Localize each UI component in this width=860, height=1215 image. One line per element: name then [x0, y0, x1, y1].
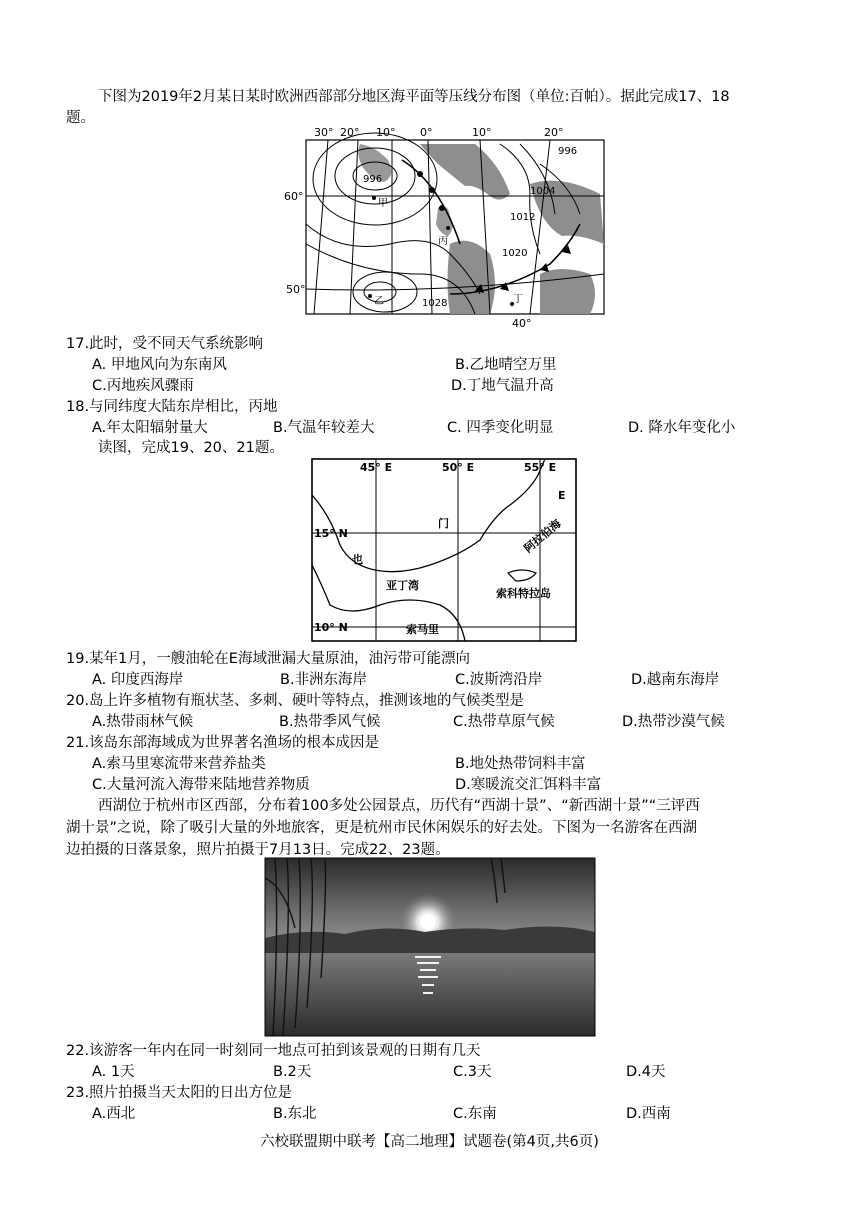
place-jia: 甲	[378, 198, 388, 209]
sun	[420, 914, 436, 930]
isobar-label: 1028	[422, 298, 448, 309]
q18-option-b: B.气温年较差大	[273, 420, 375, 436]
q22-stem: 22.该游客一年内在同一时刻同一地点可拍到该景观的日期有几天	[66, 1043, 481, 1059]
isobar-label: 1004	[530, 186, 556, 197]
place-ding: 丁	[513, 294, 523, 305]
intro3-line-3: 边拍摄的日落景象，照片拍摄于7月13日。完成22、23题。	[66, 842, 450, 858]
q21-option-c: C.大量河流入海带来陆地营养物质	[92, 777, 310, 793]
lon-label: 20°	[340, 126, 360, 139]
q19-option-b: B.非洲东海岸	[280, 672, 368, 688]
q23-option-c: C.东南	[453, 1106, 497, 1122]
q20-option-a: A.热带雨林气候	[92, 714, 194, 730]
q20-option-b: B.热带季风气候	[279, 714, 381, 730]
q21-option-b: B.地处热带饲料丰富	[455, 756, 586, 772]
intro3-line-2: 湖十景”之说，除了吸引大量的外地旅客，更是杭州市民休闲娱乐的好去处。下图为一名游客在西湖	[66, 820, 698, 836]
sunset-photo	[265, 858, 595, 1036]
label-arabian-sea: 阿拉伯海	[521, 517, 564, 556]
q23-option-a: A.西北	[92, 1106, 136, 1122]
page-footer: 六校联盟期中联考【高二地理】试题卷(第4页,共6页)	[260, 1134, 599, 1150]
q17-option-a: A. 甲地风向为东南风	[92, 357, 227, 373]
intro3-line-1: 西湖位于杭州市区西部，分布着100多处公园景点，历代有“西湖十景”、“新西湖十景”“三评西	[98, 798, 700, 814]
label-somalia: 索马里	[406, 623, 439, 636]
q17-option-b: B.乙地晴空万里	[455, 357, 557, 373]
lon-55: 55° E	[524, 461, 557, 474]
q19-option-c: C.波斯湾沿岸	[455, 672, 543, 688]
q18-option-c: C. 四季变化明显	[447, 420, 554, 436]
q19-option-d: D.越南东海岸	[631, 672, 720, 688]
q23-option-b: B.东北	[273, 1106, 317, 1122]
isobar-label: 1020	[502, 248, 528, 259]
q22-option-a: A. 1天	[92, 1064, 135, 1080]
place-yi: 乙	[374, 296, 384, 307]
q17-option-d: D.丁地气温升高	[451, 378, 554, 394]
q19-stem: 19.某年1月，一艘油轮在E海域泄漏大量原油，油污带可能漂向	[66, 651, 470, 667]
gulf-of-aden-map	[290, 455, 590, 647]
lon-50: 50° E	[442, 461, 475, 474]
q23-stem: 23.照片拍摄当天太阳的日出方位是	[66, 1085, 293, 1101]
lon-label: 10°	[376, 126, 396, 139]
label-gulf: 亚丁湾	[386, 579, 419, 592]
q20-stem: 20.岛上许多植物有瓶状茎、多刺、硬叶等特点，推测该地的气候类型是	[66, 693, 525, 709]
intro-line-2: 题。	[66, 110, 95, 126]
label-island: 索科特拉岛	[496, 587, 551, 600]
q21-stem: 21.该岛东部海域成为世界著名渔场的根本成因是	[66, 735, 380, 751]
lat-label-60: 60°	[284, 190, 304, 203]
lat-label-50: 50°	[286, 283, 306, 296]
intro-line-1: 下图为2019年2月某日某时欧洲西部部分地区海平面等压线分布图（单位:百帕）。据此完成17、18	[98, 89, 730, 105]
lon-label: 10°	[472, 126, 492, 139]
isobar-map	[284, 124, 610, 330]
intro-2: 读图，完成19、20、21题。	[98, 440, 284, 456]
lon-label: 20°	[544, 126, 564, 139]
q23-option-d: D.西南	[626, 1106, 671, 1122]
label-ye: 也	[352, 553, 363, 566]
isobar-label: 996	[363, 174, 383, 185]
lon-label: 0°	[420, 126, 433, 139]
q21-option-a: A.索马里寒流带来营养盐类	[92, 756, 266, 772]
place-bing: 丙	[438, 236, 448, 247]
q22-option-d: D.4天	[626, 1064, 666, 1080]
q18-option-d: D. 降水年变化小	[628, 420, 736, 436]
q21-option-d: D.寒暖流交汇饵料丰富	[455, 777, 602, 793]
lat-15: 15° N	[314, 527, 348, 540]
q18-option-a: A.年太阳辐射量大	[92, 420, 208, 436]
isobar-label: 996	[558, 146, 578, 157]
lon-45: 45° E	[360, 461, 393, 474]
q17-stem: 17.此时，受不同天气系统影响	[66, 336, 264, 352]
q22-option-c: C.3天	[453, 1064, 492, 1080]
q19-option-a: A. 印度西海岸	[92, 672, 184, 688]
q22-option-b: B.2天	[273, 1064, 312, 1080]
label-men: 门	[438, 517, 449, 530]
q17-option-c: C.丙地疾风骤雨	[92, 378, 194, 394]
isobar-label: 1012	[510, 212, 536, 223]
q20-option-c: C.热带草原气候	[453, 714, 555, 730]
lat-10: 10° N	[314, 621, 348, 634]
q18-stem: 18.与同纬度大陆东岸相比，丙地	[66, 399, 278, 415]
q20-option-d: D.热带沙漠气候	[622, 714, 725, 730]
label-e: E	[558, 489, 566, 502]
lon-label-bottom: 40°	[512, 317, 532, 330]
lon-label: 30°	[314, 126, 334, 139]
